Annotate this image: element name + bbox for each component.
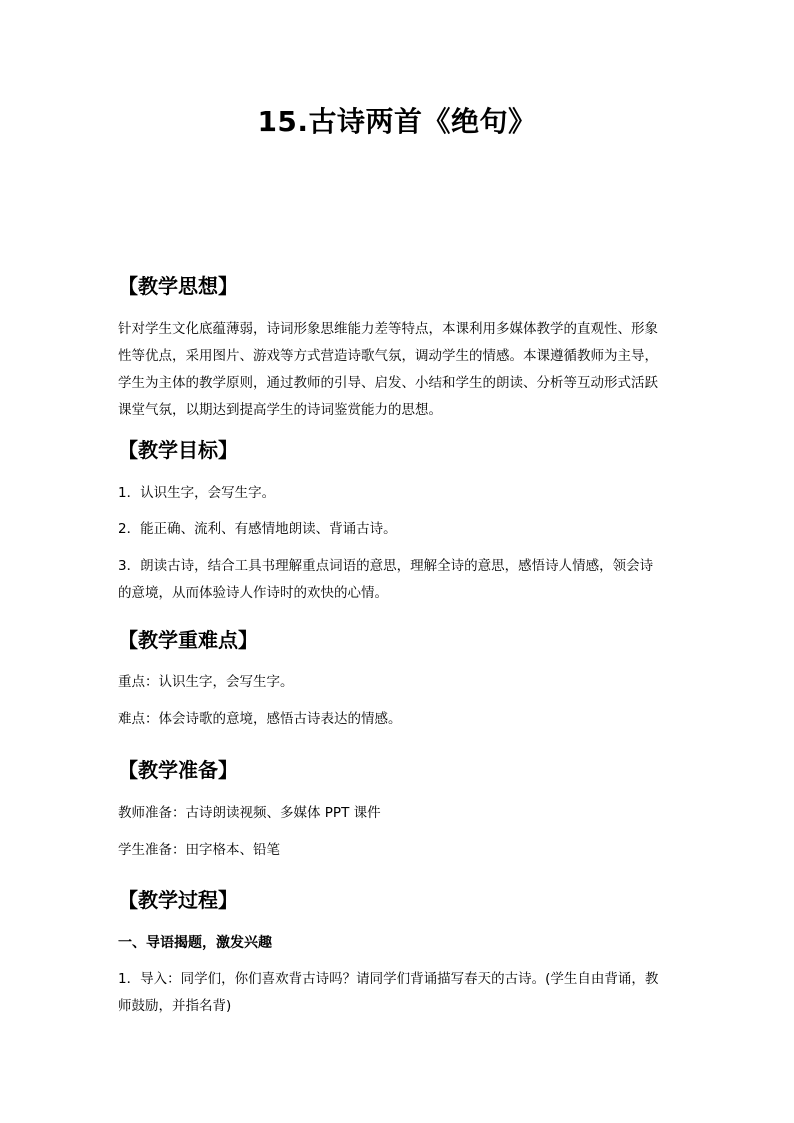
- key-point: 重点：认识生字，会写生字。: [118, 674, 294, 690]
- section-heading-process: 【教学过程】: [118, 888, 238, 912]
- process-step-1-item-1: [118, 966, 678, 1020]
- student-prep: 学生准备：田字格本、铅笔: [118, 842, 280, 858]
- paragraph-line: 师鼓励，并指名背): [118, 998, 232, 1014]
- section-heading-thought: 【教学思想】: [118, 274, 238, 298]
- process-step-1-title: 一、导语揭题，激发兴趣: [118, 935, 272, 951]
- section-heading-prep: 【教学准备】: [118, 758, 238, 782]
- page-title: 15.古诗两首《绝句》: [257, 105, 537, 138]
- goal-item-3: [118, 553, 678, 607]
- difficulty-point: 难点：体会诗歌的意境，感悟古诗表达的情感。: [118, 711, 402, 727]
- goal-item-1: 1．认识生字，会写生字。: [118, 485, 276, 501]
- paragraph-line: 1．导入：同学们，你们喜欢背古诗吗？请同学们背诵描写春天的古诗。(学生自由背诵，教: [118, 971, 659, 987]
- goal-item-2: 2．能正确、流利、有感情地朗读、背诵古诗。: [118, 521, 397, 537]
- paragraph-line: 的意境，从而体验诗人作诗时的欢快的心情。: [118, 585, 388, 601]
- thought-paragraph: [118, 316, 678, 424]
- paragraph-line: 学生为主体的教学原则，通过教师的引导、启发、小结和学生的朗读、分析等互动形式活跃: [118, 375, 658, 391]
- teacher-prep: 教师准备：古诗朗读视频、多媒体 PPT 课件: [118, 805, 381, 821]
- section-heading-goals: 【教学目标】: [118, 438, 238, 462]
- section-heading-keypoints: 【教学重难点】: [118, 628, 258, 652]
- paragraph-line: 3．朗读古诗，结合工具书理解重点词语的意思，理解全诗的意思，感悟诗人情感，领会诗: [118, 558, 654, 574]
- paragraph-line: 课堂气氛，以期达到提高学生的诗词鉴赏能力的思想。: [118, 402, 442, 418]
- paragraph-line: 针对学生文化底蕴薄弱，诗词形象思维能力差等特点，本课利用多媒体教学的直观性、形象: [118, 321, 658, 337]
- paragraph-line: 性等优点，采用图片、游戏等方式营造诗歌气氛，调动学生的情感。本课遵循教师为主导，: [118, 348, 658, 364]
